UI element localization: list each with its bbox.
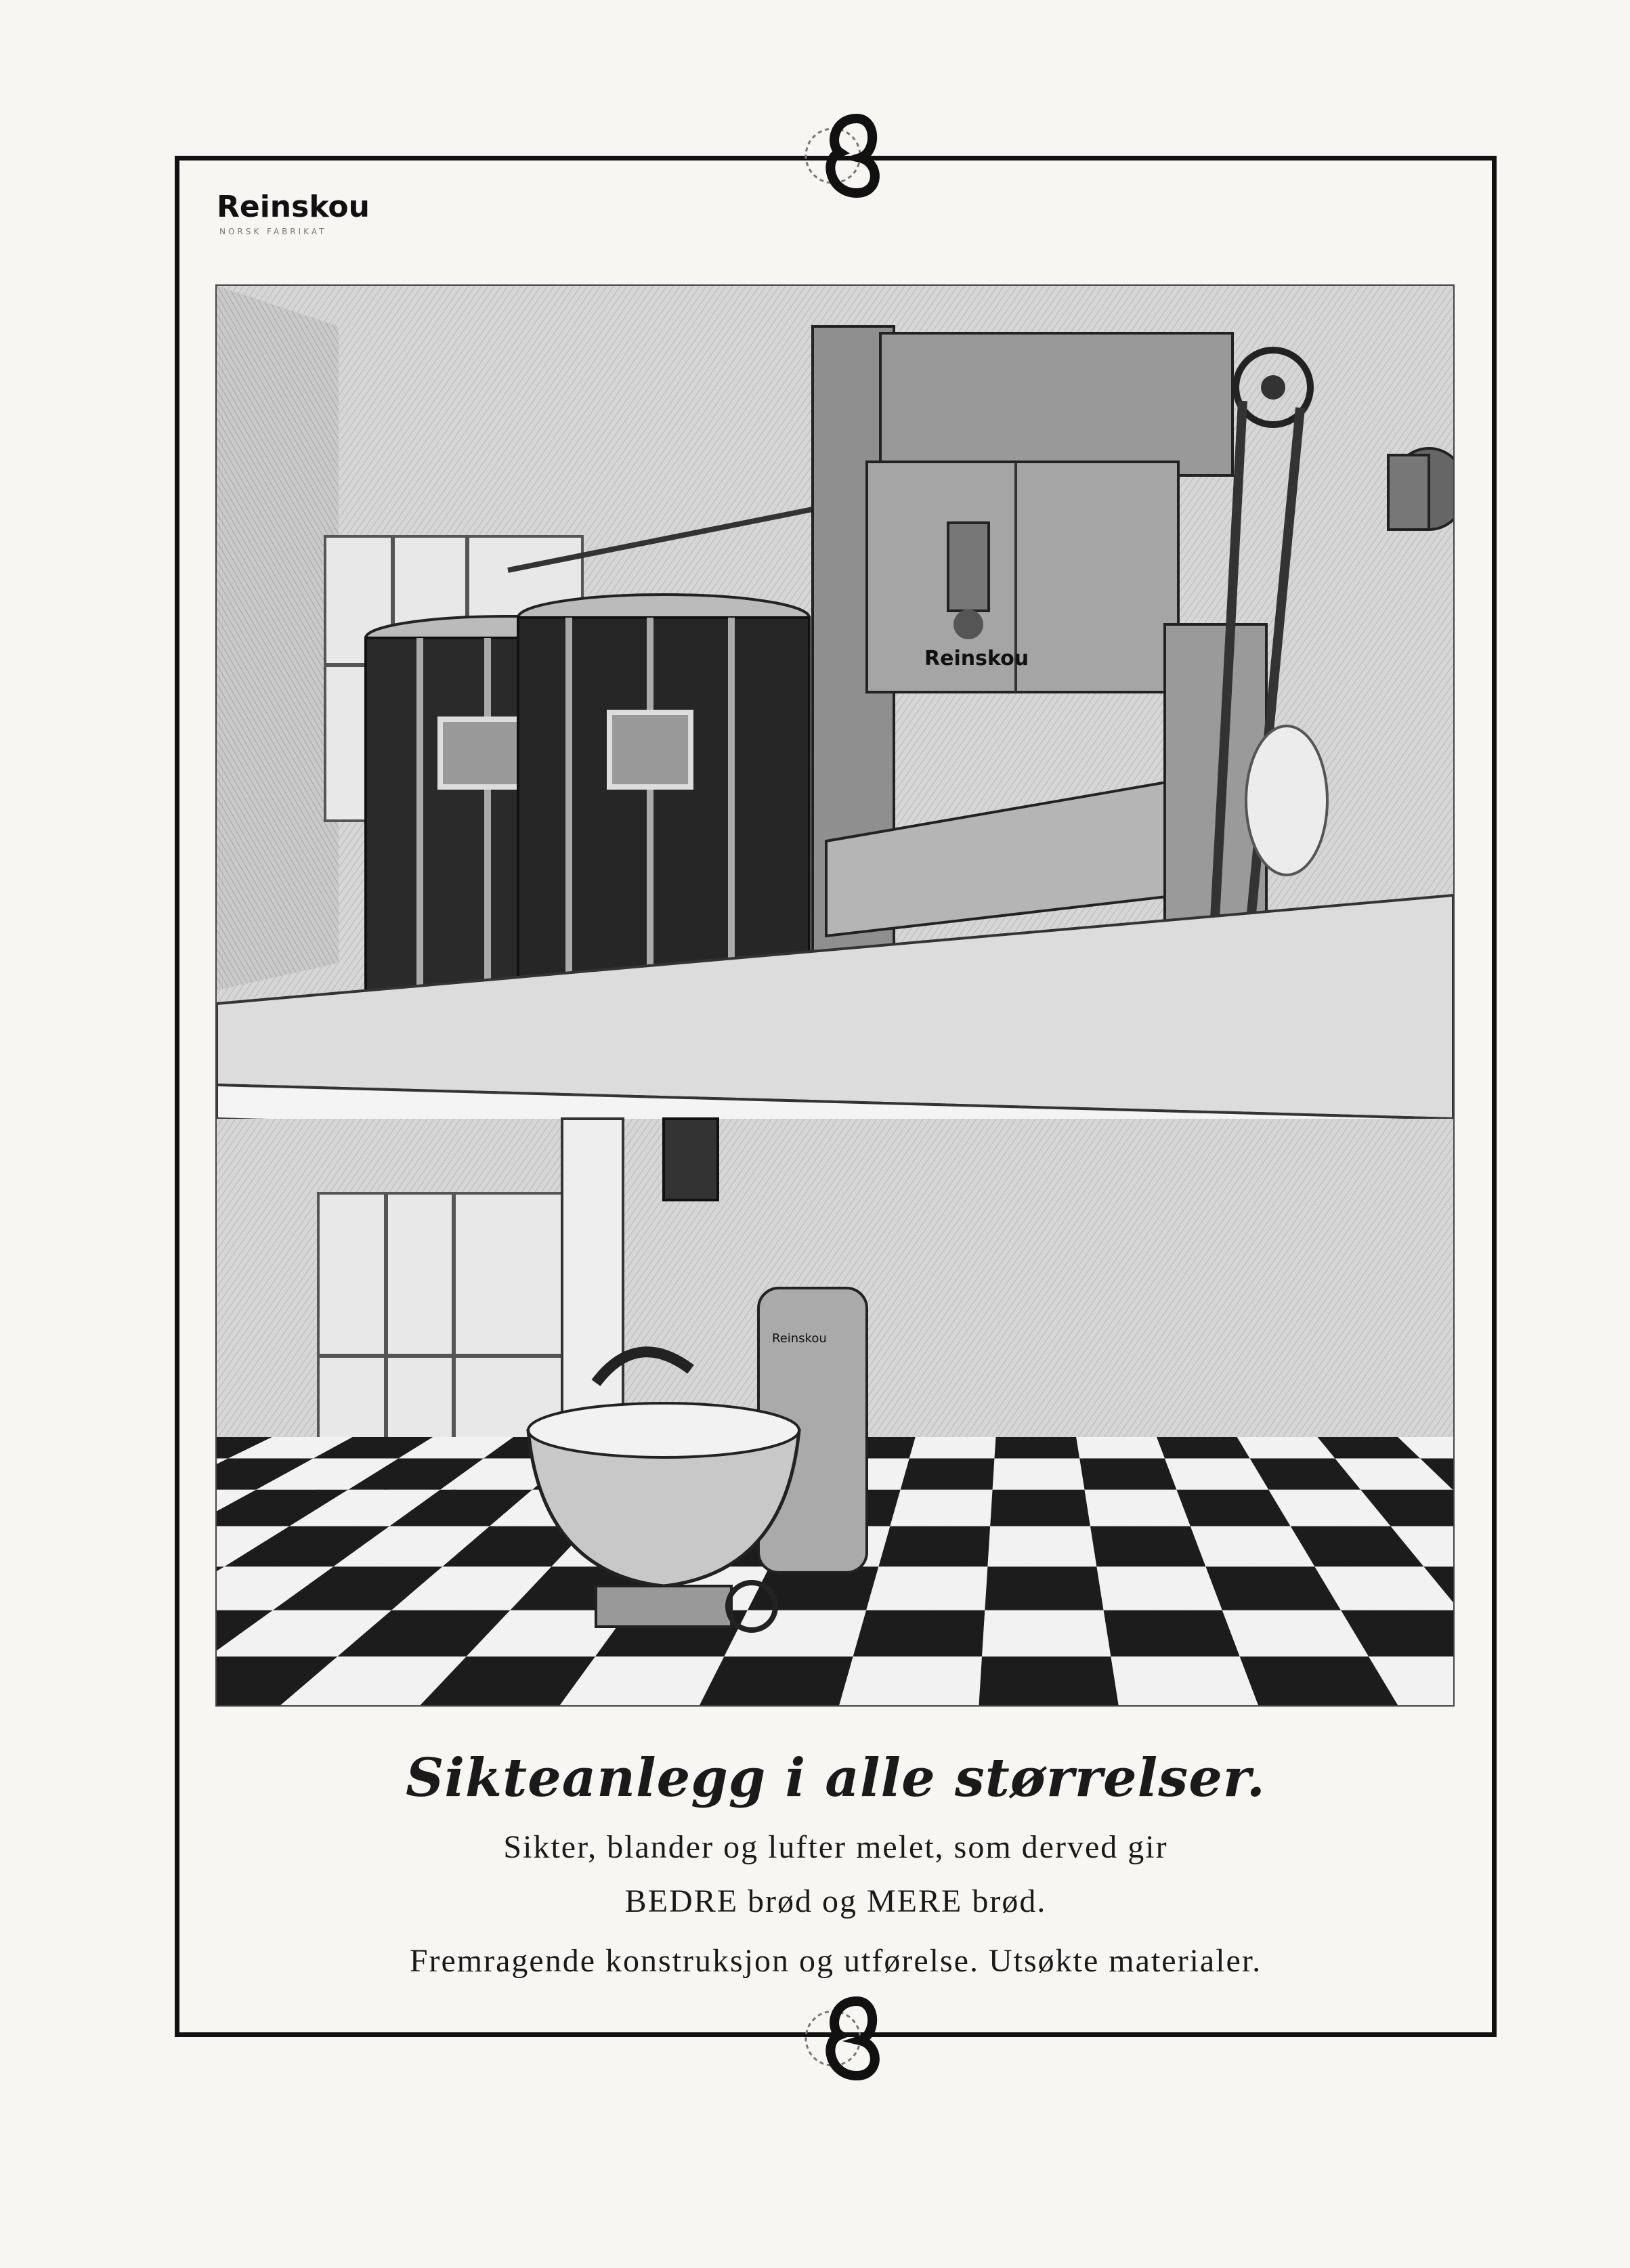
floor-tile	[853, 1610, 985, 1656]
floor-tile	[1096, 1566, 1222, 1610]
floor-tile	[979, 1656, 1119, 1705]
floor-tile	[839, 1656, 982, 1705]
floor-tile	[995, 1437, 1080, 1459]
floor-tile	[890, 1490, 992, 1526]
sifting-machine	[731, 326, 1266, 1017]
floor-tile	[878, 1526, 990, 1567]
floor-tile	[700, 1656, 853, 1705]
chute-pipe-right	[664, 1119, 718, 1200]
floor-tile	[1085, 1490, 1191, 1526]
floor-tile	[993, 1459, 1085, 1490]
floor-tile	[985, 1566, 1103, 1610]
floor-tile	[909, 1437, 996, 1459]
floor-tile	[1104, 1610, 1240, 1656]
floor-tile	[990, 1490, 1090, 1526]
floor-tile	[1157, 1437, 1250, 1459]
brand-subtitle: NORSK FABRIKAT	[219, 227, 327, 236]
gear-emblem-top-icon	[792, 105, 894, 207]
description-line-3: Fremragende konstruksjon og utførelse. Utsøkte materialer.	[409, 1943, 1262, 1979]
description-line-1: Sikter, blander og lufter melet, som derved gir	[503, 1829, 1168, 1865]
floor-tile	[987, 1526, 1096, 1567]
floor-tile	[901, 1459, 995, 1490]
floor-tile	[866, 1566, 987, 1610]
illustration-sifting-plant	[215, 284, 1455, 1707]
brand-logo	[217, 184, 420, 238]
description-line-2: BEDRE brød og MERE brød.	[624, 1883, 1047, 1919]
motor	[1388, 448, 1453, 530]
mixer-nameplate: Reinskou	[772, 1331, 827, 1346]
tagline-heading: Sikteanlegg i alle størrelser.	[406, 1747, 1266, 1809]
brand-name: Reinskou	[217, 190, 370, 224]
floor-tile	[724, 1610, 866, 1656]
floor-tile	[1076, 1437, 1165, 1459]
floor-tile	[1090, 1526, 1205, 1567]
flour-bag	[1246, 726, 1327, 875]
gear-emblem-bottom-icon	[792, 1988, 894, 2089]
floor-tile	[1079, 1459, 1176, 1490]
floor-tile	[1111, 1656, 1258, 1705]
machine-nameplate: Reinskou	[924, 647, 1029, 670]
floor-tile	[982, 1610, 1111, 1656]
